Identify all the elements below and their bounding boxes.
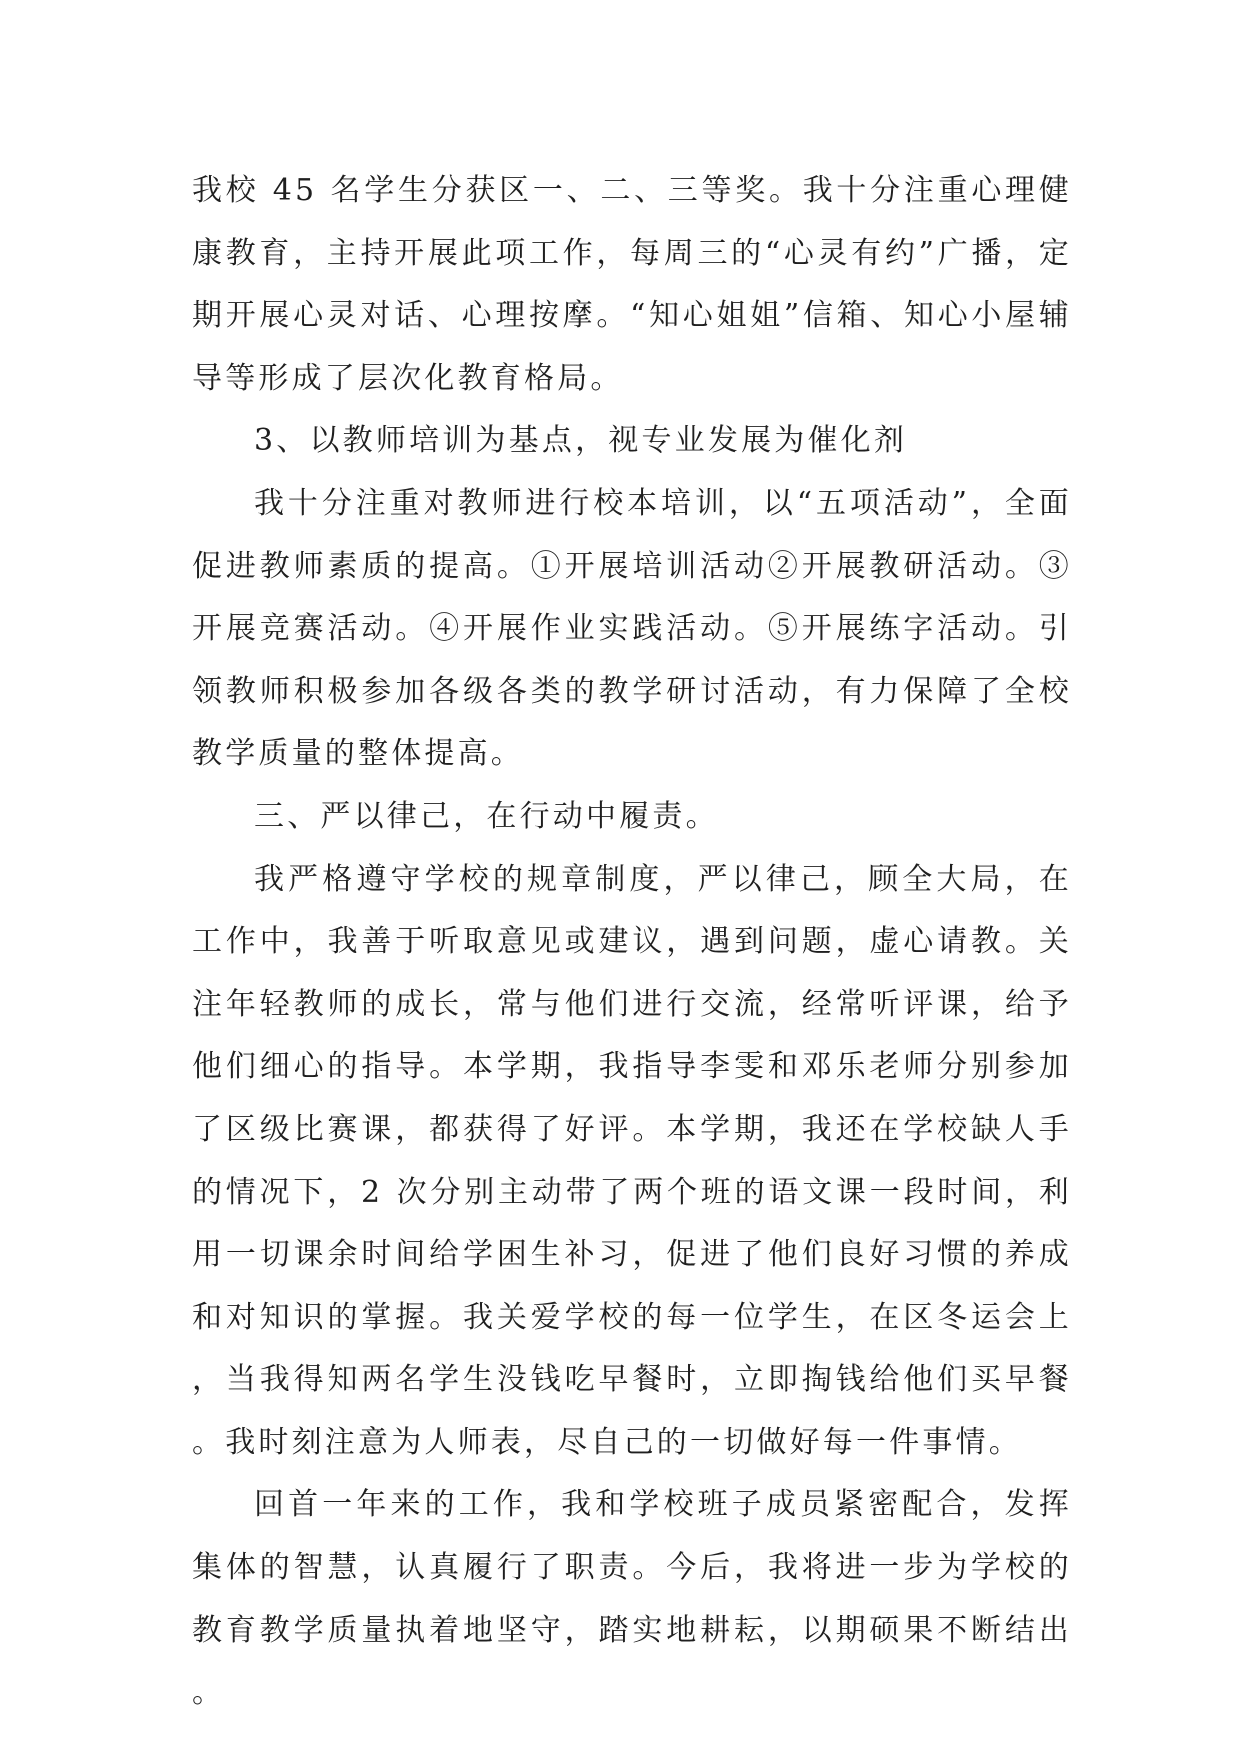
- paragraph-five-activities: 我十分注重对教师进行校本培训，以“五项活动”，全面促进教师素质的提高。①开展培训活动②开展教研活动。③开展竞赛活动。④开展作业实践活动。⑤开展练字活动。引领教师积极参加各级各类的教学研讨活动，有力保障了全校教学质量的整体提高。: [192, 485, 1072, 772]
- paragraph-awards-psychology: 我校 45 名学生分获区一、二、三等奖。我十分注重心理健康教育，主持开展此项工作，每周三的“心灵有约”广播，定期开展心灵对话、心理按摩。“知心姐姐”信箱、知心小屋辅导等形成了层次化教育格局。: [192, 173, 1072, 396]
- document-body: [192, 160, 1072, 1725]
- paragraph-conclusion: 回首一年来的工作，我和学校班子成员紧密配合，发挥集体的智慧，认真履行了职责。今后，我将进一步为学校的教育教学质量执着地坚守，踏实地耕耘，以期硕果不断结出。: [192, 1487, 1072, 1711]
- paragraph-duties: 我严格遵守学校的规章制度，严以律己，顾全大局，在工作中，我善于听取意见或建议，遇到问题，虚心请教。关注年轻教师的成长，常与他们进行交流，经常听评课，给予他们细心的指导。本学期，我指导李雯和邓乐老师分别参加了区级比赛课，都获得了好评。本学期，我还在学校缺人手的情况下，2 次分别主动带了两个班的语文课一段时间，利用一切课余时间给学困生补习，促进了他们良好习惯的养成和对知识的掌握。我关爱学校的每一位学生，在区冬运会上，当我得知两名学生没钱吃早餐时，立即掏钱给他们买早餐。我时刻注意为人师表，尽自己的一切做好每一件事情。: [192, 861, 1072, 1460]
- heading-teacher-training: 3、以教师培训为基点，视专业发展为催化剂: [254, 423, 908, 459]
- heading-self-discipline: 三、严以律己，在行动中履责。: [254, 798, 719, 834]
